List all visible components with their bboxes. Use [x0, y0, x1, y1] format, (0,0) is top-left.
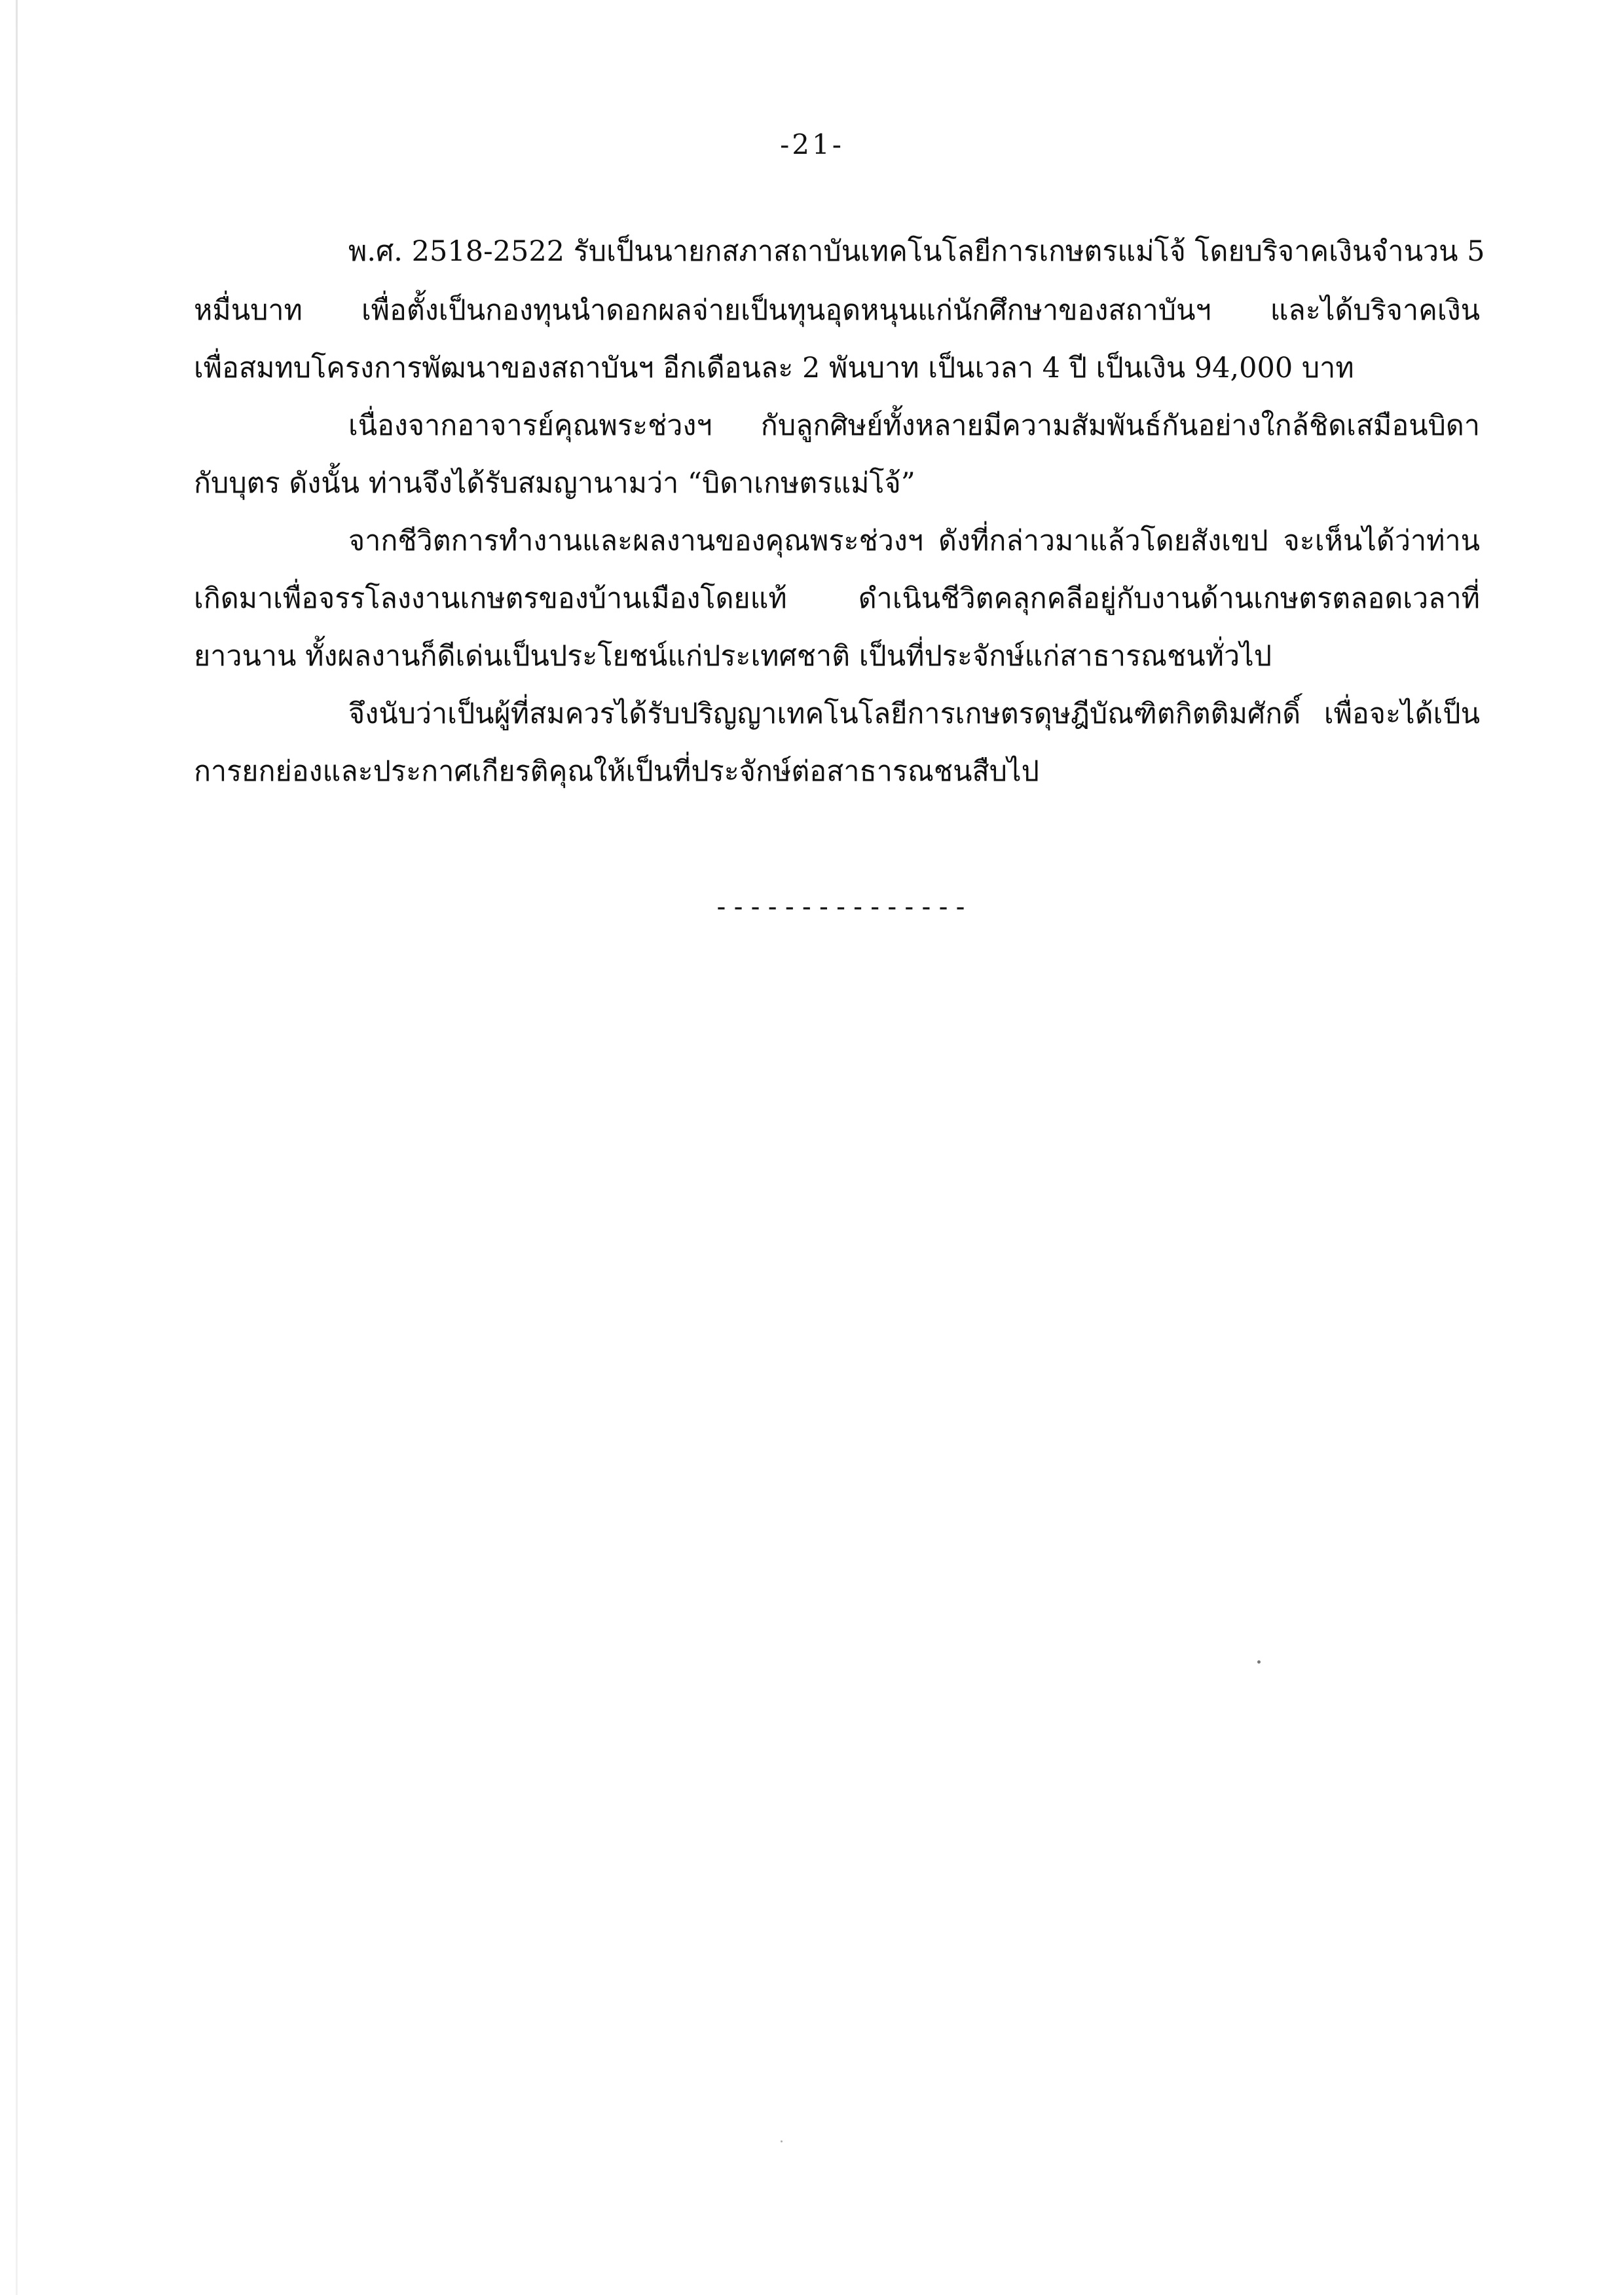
paragraph-2-line-1: เนื่องจากอาจารย์คุณพระช่วงฯ กับลูกศิษย์ทั้งหลายมีความสัมพันธ์กันอย่างใกล้ชิดเสมือนบิดา [348, 409, 1480, 442]
paragraph-4-line-2: การยกย่องและประกาศเกียรติคุณให้เป็นที่ประจักษ์ต่อสาธารณชนสืบไป [194, 755, 1039, 788]
paragraph-1-line-2: หมื่นบาท เพื่อตั้งเป็นกองทุนนำดอกผลจ่ายเป็นทุนอุดหนุนแก่นักศึกษาของสถาบันฯ และได้บริจาคเงิน [194, 294, 1480, 327]
scan-edge-shadow [16, 0, 18, 2295]
paragraph-1-line-1: พ.ศ. 2518-2522 รับเป็นนายกสภาสถาบันเทคโนโลยีการเกษตรแม่โจ้ โดยบริจาคเงินจำนวน 5 [348, 235, 1485, 268]
closing-separator: --------------- [713, 892, 970, 922]
page-number: -21- [780, 128, 844, 160]
paragraph-4-line-1: จึงนับว่าเป็นผู้ที่สมควรได้รับปริญญาเทคโนโลยีการเกษตรดุษฎีบัณฑิตกิตติมศักดิ์ เพื่อจะได้เป็น [348, 698, 1480, 730]
scan-speck [1257, 1660, 1261, 1664]
paragraph-1-line-3: เพื่อสมทบโครงการพัฒนาของสถาบันฯ อีกเดือนละ 2 พันบาท เป็นเวลา 4 ปี เป็นเงิน 94,000 บาท [194, 352, 1354, 384]
scan-speck [781, 2140, 783, 2142]
paragraph-2-line-2: กับบุตร ดังนั้น ท่านจึงได้รับสมญานามว่า “บิดาเกษตรแม่โจ้” [194, 467, 915, 500]
paragraph-3-line-1: จากชีวิตการทำงานและผลงานของคุณพระช่วงฯ ดังที่กล่าวมาแล้วโดยสังเขป จะเห็นได้ว่าท่าน [348, 525, 1480, 557]
paragraph-3-line-2: เกิดมาเพื่อจรรโลงงานเกษตรของบ้านเมืองโดยแท้ ดำเนินชีวิตคลุกคลีอยู่กับงานด้านเกษตรตลอดเวลาที่ [194, 582, 1480, 615]
paragraph-3-line-3: ยาวนาน ทั้งผลงานก็ดีเด่นเป็นประโยชน์แก่ประเทศชาติ เป็นที่ประจักษ์แก่สาธารณชนทั่วไป [194, 640, 1272, 673]
